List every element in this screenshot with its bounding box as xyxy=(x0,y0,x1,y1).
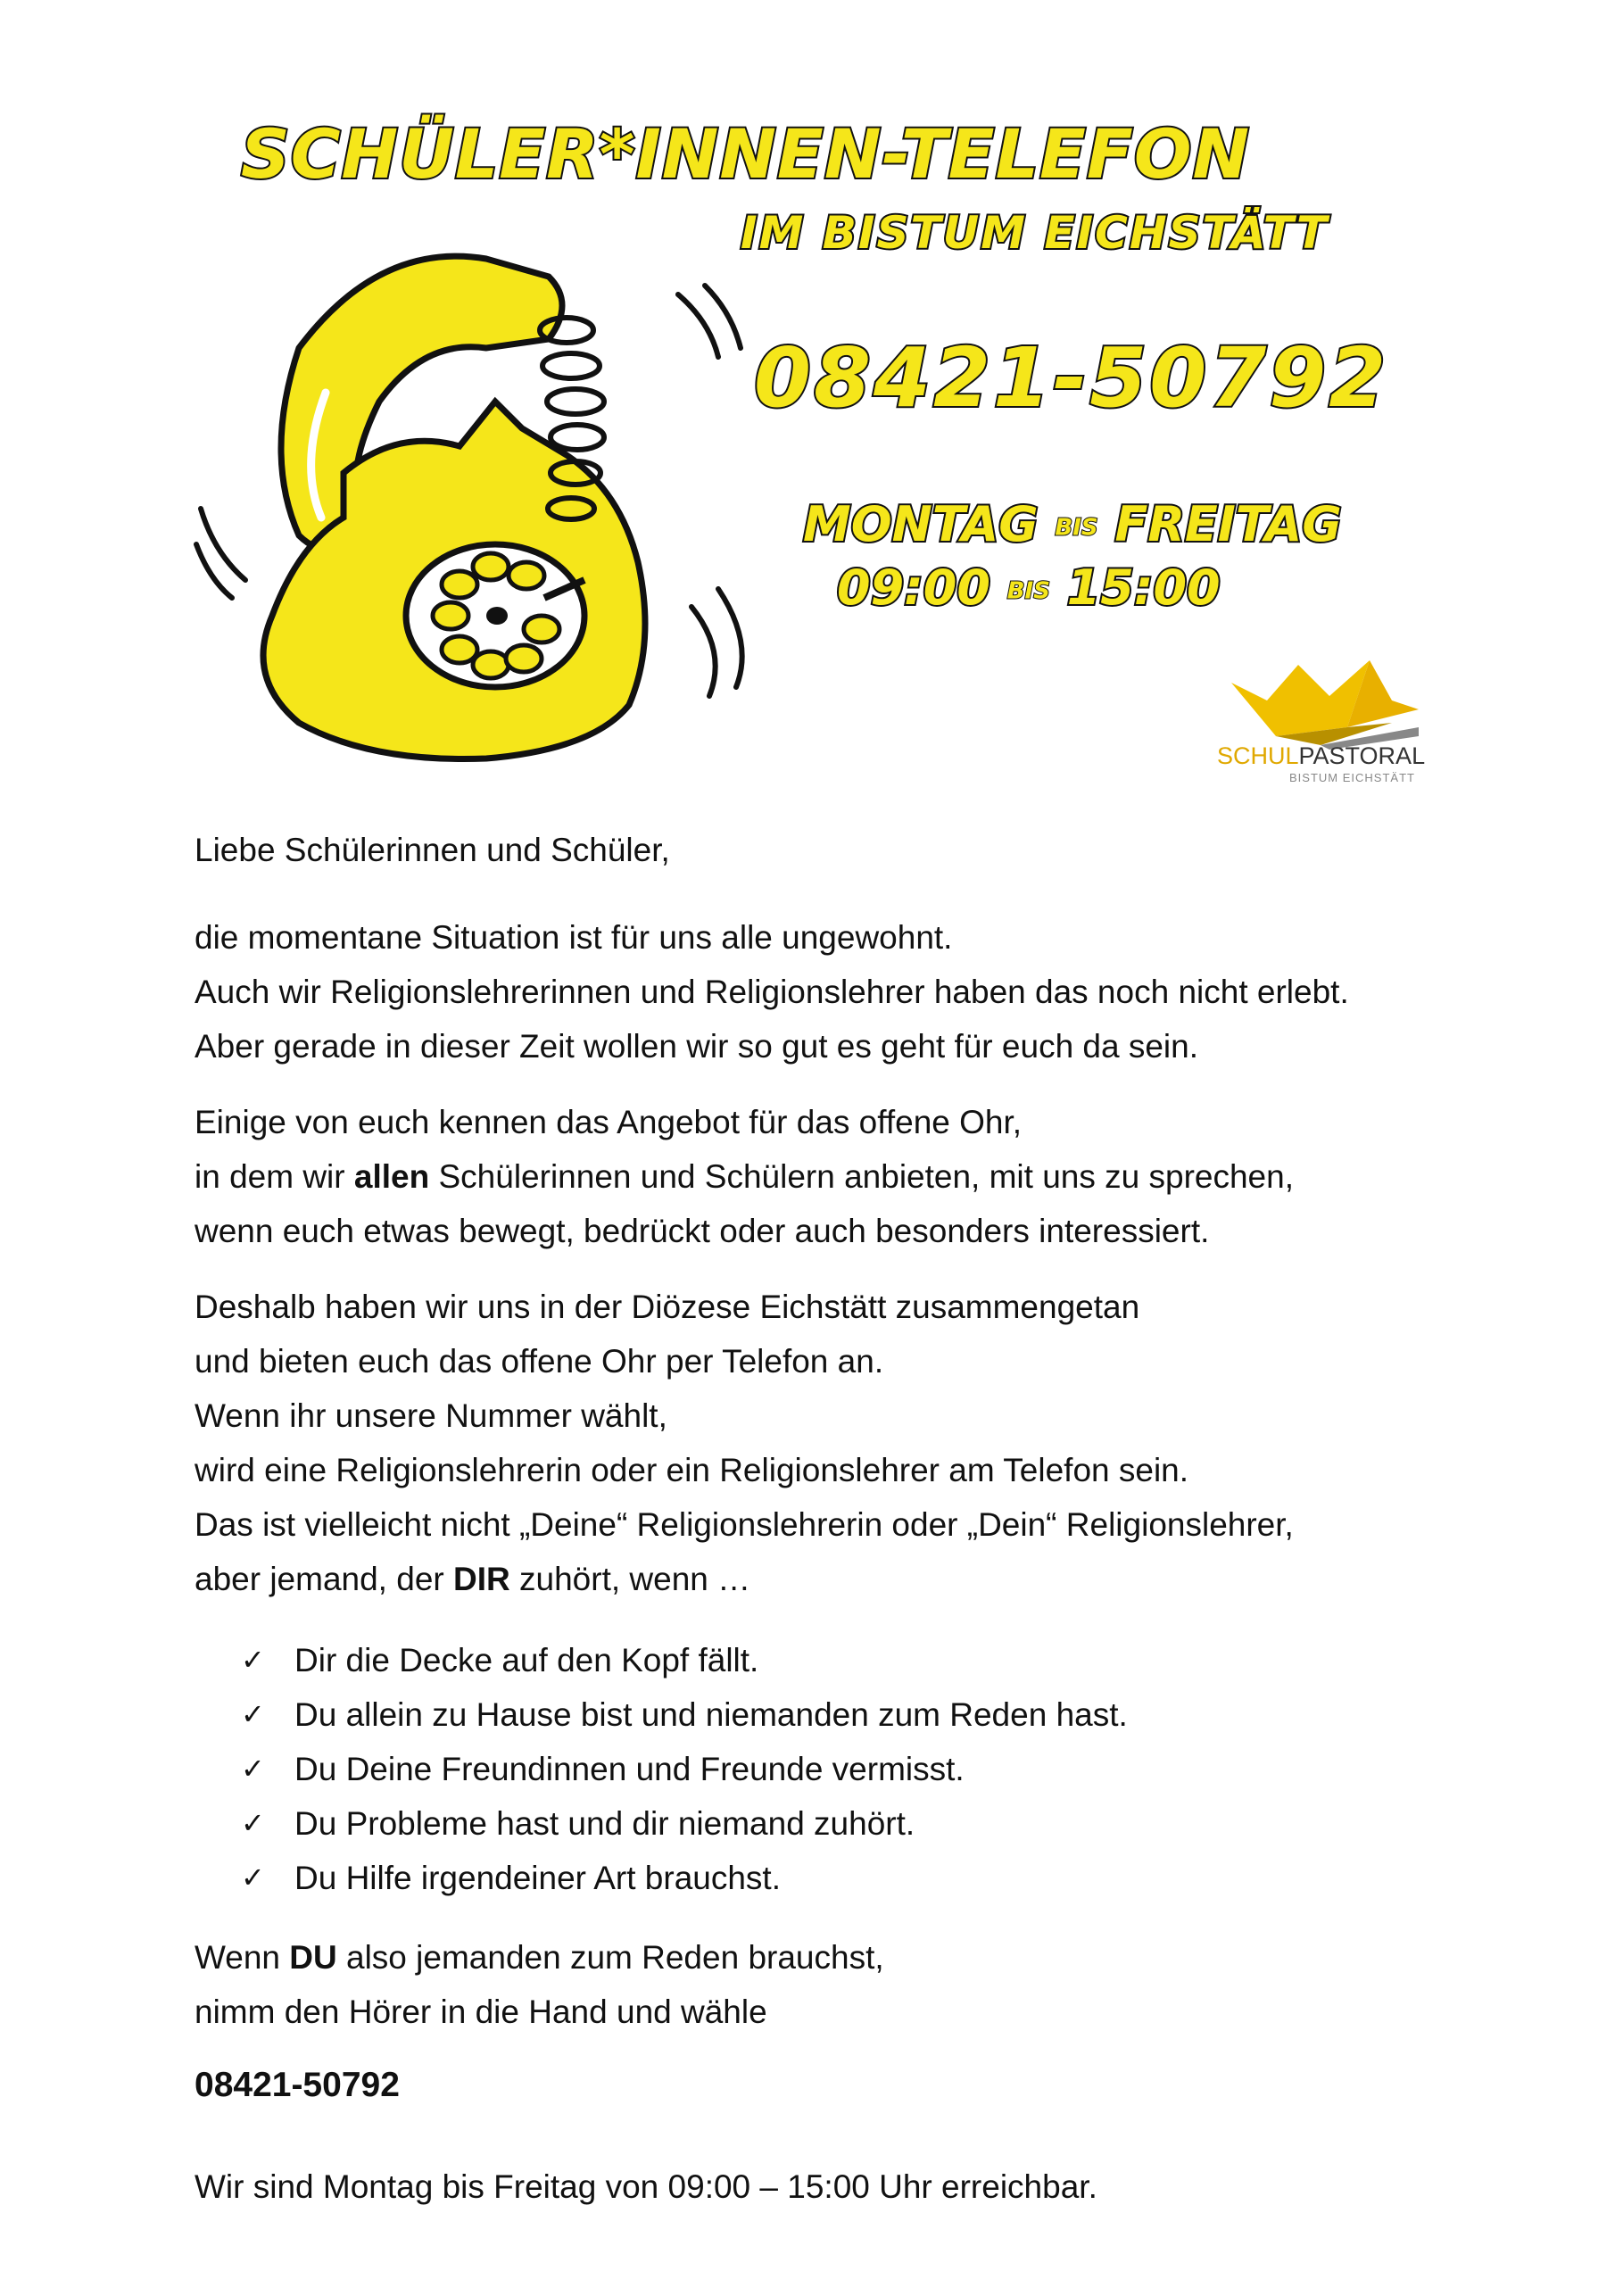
days-separator: BIS xyxy=(1055,514,1098,542)
list-item: ✓ Du Hilfe irgendeiner Art brauchst. xyxy=(241,1851,1128,1905)
paragraph-offer xyxy=(195,1095,1479,1258)
opening-hours xyxy=(837,559,1221,616)
paragraph-line: aber jemand, der DIR zuhört, wenn … xyxy=(195,1561,751,1597)
greeting: Liebe Schülerinnen und Schüler, xyxy=(195,832,670,868)
phone-number-bold: 08421-50792 xyxy=(195,2066,400,2104)
opening-days xyxy=(803,496,1342,552)
paragraph-line: die momentane Situation ist für uns alle ungewohnt. xyxy=(195,919,953,956)
paragraph-line: Das ist vielleicht nicht „Deine“ Religionslehrerin oder „Dein“ Religionslehrer, xyxy=(195,1506,1294,1543)
checkmark-icon: ✓ xyxy=(241,1697,265,1731)
paragraph-line: und bieten euch das offene Ohr per Telefon an. xyxy=(195,1343,884,1380)
checkmark-icon: ✓ xyxy=(241,1752,265,1786)
paragraph-phone-service xyxy=(195,1280,1479,1606)
hotline-number: 08421-50792 xyxy=(754,330,1389,426)
paragraph-line: Aber gerade in dieser Zeit wollen wir so gut es geht für euch da sein. xyxy=(195,1028,1199,1065)
logo-wordmark: SCHULPASTORAL xyxy=(1217,742,1426,769)
list-item: ✓ Du Probleme hast und dir niemand zuhört. xyxy=(241,1796,1128,1851)
paragraph-line: Auch wir Religionslehrerinnen und Religionslehrer haben das noch nicht erlebt. xyxy=(195,974,1349,1010)
logo-subline: BISTUM EICHSTÄTT xyxy=(1289,771,1415,784)
checkmark-icon: ✓ xyxy=(241,1861,265,1894)
checkmark-icon: ✓ xyxy=(241,1643,265,1677)
list-item: ✓ Dir die Decke auf den Kopf fällt. xyxy=(241,1633,1128,1687)
list-item: ✓ Du Deine Freundinnen und Freunde vermisst. xyxy=(241,1742,1128,1796)
days-from: MONTAG xyxy=(803,496,1039,552)
time-separator: BIS xyxy=(1006,577,1050,605)
days-to: FREITAG xyxy=(1114,496,1342,552)
paragraph-line: Wenn ihr unsere Nummer wählt, xyxy=(195,1397,667,1434)
time-to: 15:00 xyxy=(1066,559,1221,616)
paragraph-line: in dem wir allen Schülerinnen und Schülern anbieten, mit uns zu sprechen, xyxy=(195,1158,1294,1195)
paragraph-line: Einige von euch kennen das Angebot für das offene Ohr, xyxy=(195,1104,1023,1140)
paragraph-line: Deshalb haben wir uns in der Diözese Eichstätt zusammengetan xyxy=(195,1289,1140,1325)
reasons-checklist xyxy=(241,1633,1128,1905)
list-item: ✓ Du allein zu Hause bist und niemanden zum Reden hast. xyxy=(241,1687,1128,1742)
paragraph-line: wenn euch etwas bewegt, bedrückt oder auch besonders interessiert. xyxy=(195,1213,1210,1249)
paragraph-intro xyxy=(195,910,1479,1073)
poster-title: SCHÜLER*INNEN-TELEFON xyxy=(241,114,1251,194)
paragraph-call-to-action xyxy=(195,1930,1479,2039)
paragraph-line: wird eine Religionslehrerin oder ein Religionslehrer am Telefon sein. xyxy=(195,1452,1189,1488)
poster-subtitle: IM BISTUM EICHSTÄTT xyxy=(741,207,1329,259)
telephone-icon xyxy=(192,223,772,785)
paragraph-line: nimm den Hörer in die Hand und wähle xyxy=(195,1993,767,2030)
paragraph-line: Wenn DU also jemanden zum Reden brauchst, xyxy=(195,1939,884,1976)
checkmark-icon: ✓ xyxy=(241,1806,265,1840)
time-from: 09:00 xyxy=(837,559,990,616)
closing-availability: Wir sind Montag bis Freitag von 09:00 – 15:00 Uhr erreichbar. xyxy=(195,2168,1097,2205)
